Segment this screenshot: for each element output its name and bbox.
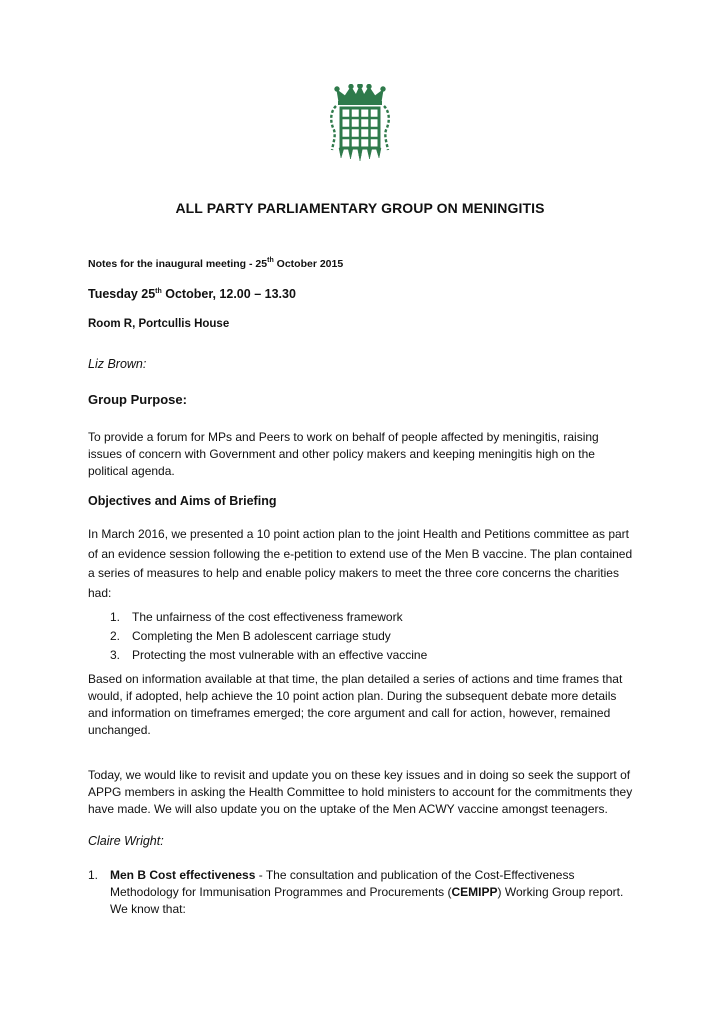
document-title: ALL PARTY PARLIAMENTARY GROUP ON MENINGITIS [175,200,545,216]
action-plan-paragraph: In March 2016, we presented a 10 point action plan to the joint Health and Petitions committee as part of an evidence session following the e-petition to extend use of the Men B vaccine. The plan contained a series of measures to help and enable policy makers to meet the three core concerns the charities had: [88,527,633,600]
list-text: The unfairness of the cost effectiveness framework [132,610,403,624]
speaker-liz-brown: Liz Brown: [88,357,147,371]
item-text [110,867,640,918]
notes-text: Notes for the inaugural meeting - 25 [88,258,268,270]
list-number: 2. [110,629,121,643]
today-paragraph: Today, we would like to revisit and update you on these key issues and in doing so seek the support of APPG members in asking the Health Committee to hold ministers to account for the commitments they have made. We will also update you on the uptake of the Men ACWY vaccine amongst teenagers. [88,768,633,816]
meeting-date-time [88,287,296,301]
meeting-notes-line [88,258,343,270]
speaker-claire-wright: Claire Wright: [88,834,164,848]
date-text: Tuesday 25 [88,287,156,301]
item-bold-lead: Men B Cost effectiveness [110,868,256,882]
item-text-a: - The consultation and publication of the Cost-Effectiveness Methodology for Immunisation Programmes and Procurements ( [110,868,575,899]
based-on-information-paragraph: Based on information available at that time, the plan detailed a series of actions and time frames that would, if adopted, help achieve the 10 point action plan. During the subsequent debate more details and information on timeframes emerged; the core argument and call for action, however, remained unchanged. [88,672,623,737]
list-item [110,608,610,627]
item-number: 1. [88,868,99,882]
list-number: 3. [110,648,121,662]
core-concerns-list [110,608,610,665]
list-number: 1. [110,610,121,624]
item-text-b: ) Working Group report. We know that: [110,885,624,916]
list-item [110,646,610,665]
date-sup: th [155,288,162,295]
group-purpose-paragraph: To provide a forum for MPs and Peers to work on behalf of people affected by meningitis, raising issues of concern with Government and other policy makers and keeping meningitis high on the political agenda. [88,430,599,478]
portcullis-crown-emblem [327,84,393,164]
objectives-heading: Objectives and Aims of Briefing [88,494,277,508]
date-text-end: October, 12.00 – 13.30 [161,287,296,301]
item-acronym: CEMIPP [451,885,498,899]
notes-text-end: October 2015 [273,258,344,270]
notes-sup: th [267,257,274,264]
meeting-location: Room R, Portcullis House [88,318,230,330]
list-text: Completing the Men B adolescent carriage study [132,629,391,643]
list-item [110,627,610,646]
list-text: Protecting the most vulnerable with an effective vaccine [132,648,428,662]
cost-effectiveness-item [88,867,648,918]
group-purpose-heading: Group Purpose: [88,392,187,407]
